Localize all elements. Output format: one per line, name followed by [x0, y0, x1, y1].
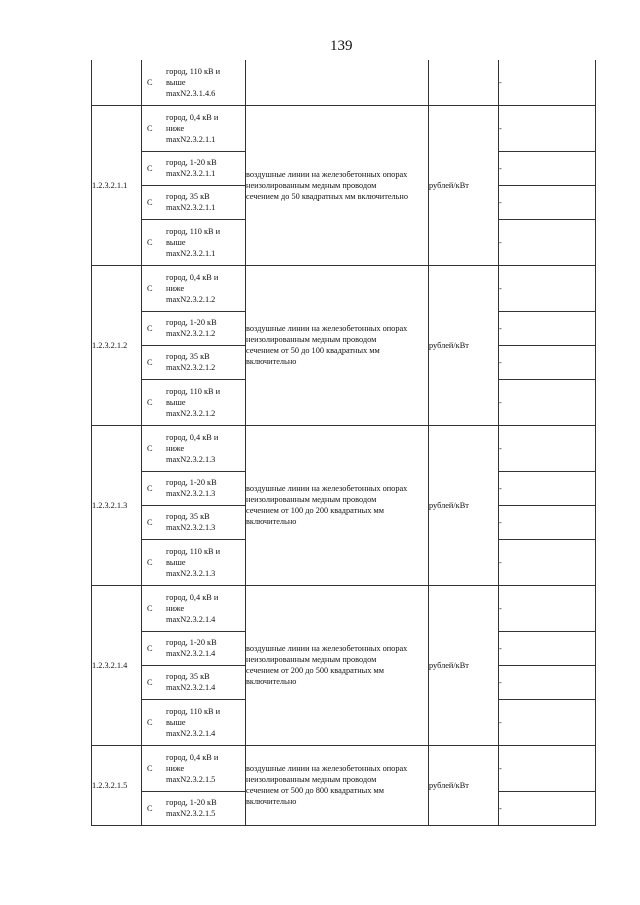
category-label: город, 1-20 кВ maxN2.3.2.1.1 [166, 158, 217, 178]
table-row [92, 425, 596, 471]
category-marker: С [147, 163, 153, 173]
code-cell [92, 60, 142, 105]
category-marker: С [147, 517, 153, 527]
category-marker: С [147, 123, 153, 133]
category-marker: С [147, 443, 153, 453]
unit-cell: рублей/кВт [429, 105, 499, 265]
code-cell: 1.2.3.2.1.1 [92, 105, 142, 265]
value-cell: - [499, 379, 596, 425]
category-label: город, 110 кВ и выше maxN2.3.2.1.4 [166, 706, 221, 738]
description-cell: воздушные линии на железобетонных опорах неизолированным медным проводом сечением от 100 до 200 квадратных мм включительно [246, 425, 429, 585]
category-label: город, 35 кВ maxN2.3.2.1.4 [166, 672, 216, 692]
category-label: город, 1-20 кВ maxN2.3.2.1.3 [166, 478, 217, 498]
description-cell: воздушные линии на железобетонных опорах неизолированным медным проводом сечением от 200 до 500 квадратных мм включительно [246, 585, 429, 745]
category-marker: С [147, 323, 153, 333]
description-cell: воздушные линии на железобетонных опорах неизолированным медным проводом сечением до 50 квадратных мм включительно [246, 105, 429, 265]
description-cell [246, 60, 429, 105]
category-cell [142, 585, 246, 631]
category-label: город, 0,4 кВ и ниже maxN2.3.2.1.3 [166, 432, 219, 464]
code-cell: 1.2.3.2.1.4 [92, 585, 142, 745]
value-cell: - [499, 151, 596, 185]
unit-cell: рублей/кВт [429, 585, 499, 745]
category-label: город, 0,4 кВ и ниже maxN2.3.2.1.4 [166, 592, 219, 624]
value-cell: - [499, 539, 596, 585]
category-cell [142, 151, 246, 185]
table-row [92, 60, 596, 105]
value-cell: - [499, 219, 596, 265]
category-label: город, 0,4 кВ и ниже maxN2.3.2.1.2 [166, 272, 219, 304]
category-cell [142, 471, 246, 505]
category-cell [142, 539, 246, 585]
category-marker: С [147, 643, 153, 653]
tariff-table [91, 60, 596, 826]
value-cell: - [499, 585, 596, 631]
category-label: город, 35 кВ maxN2.3.2.1.2 [166, 352, 216, 372]
category-label: город, 1-20 кВ maxN2.3.2.1.4 [166, 638, 217, 658]
category-marker: С [147, 717, 153, 727]
category-label: город, 110 кВ и выше maxN2.3.2.1.3 [166, 546, 221, 578]
unit-cell [429, 60, 499, 105]
value-cell: - [499, 425, 596, 471]
code-cell: 1.2.3.2.1.5 [92, 745, 142, 825]
category-label: город, 110 кВ и выше maxN2.3.2.1.2 [166, 386, 221, 418]
category-cell [142, 745, 246, 791]
code-cell: 1.2.3.2.1.2 [92, 265, 142, 425]
category-cell [142, 311, 246, 345]
category-marker: С [147, 763, 153, 773]
category-label: город, 110 кВ и выше maxN2.3.1.4.6 [166, 66, 221, 98]
category-label: город, 110 кВ и выше maxN2.3.2.1.1 [166, 226, 221, 258]
unit-cell: рублей/кВт [429, 745, 499, 825]
category-marker: С [147, 283, 153, 293]
category-cell [142, 665, 246, 699]
value-cell: - [499, 631, 596, 665]
table-row [92, 265, 596, 311]
description-cell: воздушные линии на железобетонных опорах неизолированным медным проводом сечением от 50 до 100 квадратных мм включительно [246, 265, 429, 425]
value-cell: - [499, 471, 596, 505]
value-cell: - [499, 665, 596, 699]
category-marker: С [147, 557, 153, 567]
code-cell: 1.2.3.2.1.3 [92, 425, 142, 585]
category-marker: С [147, 237, 153, 247]
value-cell: - [499, 105, 596, 151]
unit-cell: рублей/кВт [429, 265, 499, 425]
category-marker: С [147, 77, 153, 87]
value-cell: - [499, 745, 596, 791]
category-marker: С [147, 357, 153, 367]
category-marker: С [147, 397, 153, 407]
category-label: город, 1-20 кВ maxN2.3.2.1.2 [166, 318, 217, 338]
category-cell [142, 631, 246, 665]
category-cell [142, 185, 246, 219]
category-cell [142, 219, 246, 265]
category-marker: С [147, 677, 153, 687]
category-marker: С [147, 603, 153, 613]
value-cell: - [499, 791, 596, 825]
category-label: город, 0,4 кВ и ниже maxN2.3.2.1.5 [166, 752, 219, 784]
value-cell: - [499, 185, 596, 219]
value-cell: - [499, 60, 596, 105]
category-label: город, 35 кВ maxN2.3.2.1.1 [166, 192, 216, 212]
value-cell: - [499, 265, 596, 311]
page-number: 139 [330, 38, 353, 54]
category-marker: С [147, 803, 153, 813]
value-cell: - [499, 345, 596, 379]
table-row [92, 585, 596, 631]
value-cell: - [499, 699, 596, 745]
category-marker: С [147, 197, 153, 207]
category-cell [142, 425, 246, 471]
category-cell [142, 505, 246, 539]
table-row [92, 105, 596, 151]
category-label: город, 1-20 кВ maxN2.3.2.1.5 [166, 798, 217, 818]
value-cell: - [499, 311, 596, 345]
value-cell: - [499, 505, 596, 539]
category-label: город, 0,4 кВ и ниже maxN2.3.2.1.1 [166, 112, 219, 144]
category-cell [142, 265, 246, 311]
category-cell [142, 60, 246, 105]
category-cell [142, 699, 246, 745]
category-cell [142, 105, 246, 151]
category-cell [142, 345, 246, 379]
category-cell [142, 379, 246, 425]
category-marker: С [147, 483, 153, 493]
description-cell: воздушные линии на железобетонных опорах неизолированным медным проводом сечением от 500 до 800 квадратных мм включительно [246, 745, 429, 825]
unit-cell: рублей/кВт [429, 425, 499, 585]
table-row [92, 745, 596, 791]
category-label: город, 35 кВ maxN2.3.2.1.3 [166, 512, 216, 532]
category-cell [142, 791, 246, 825]
